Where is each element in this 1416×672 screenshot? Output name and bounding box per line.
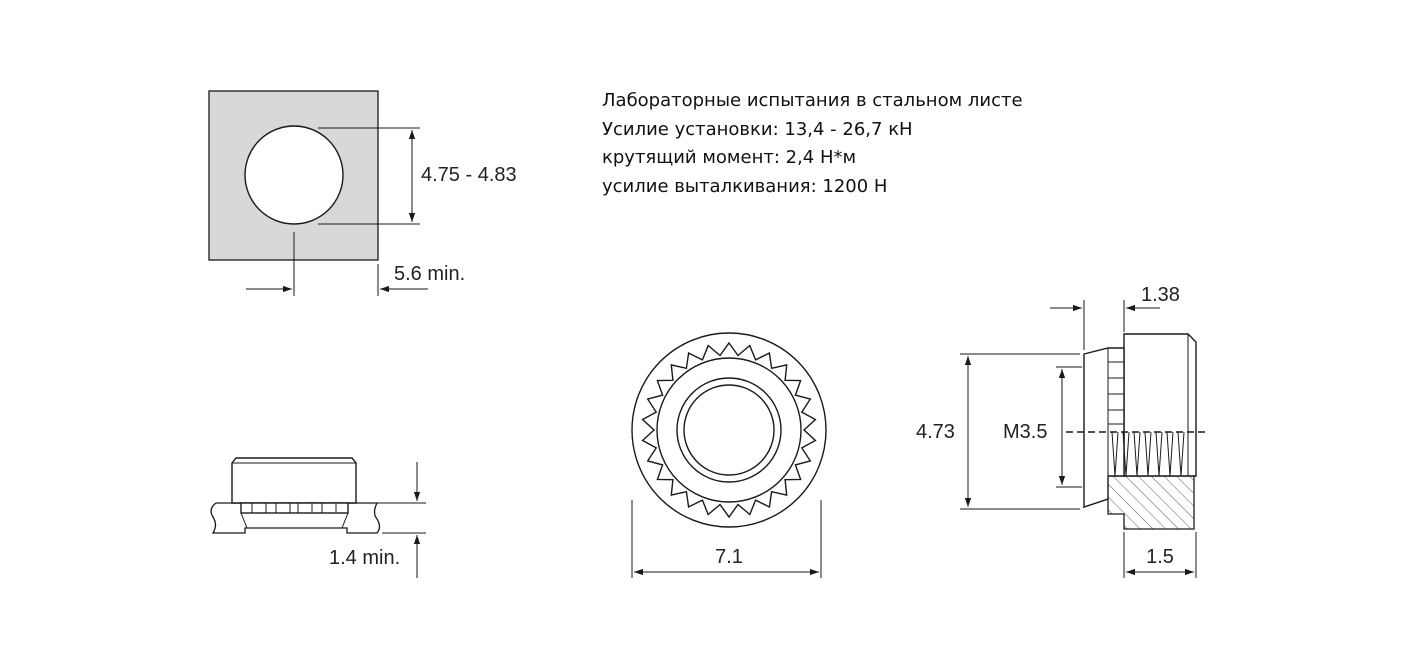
spec-title: Лабораторные испытания в стальном листе <box>602 90 1023 111</box>
fastener-head <box>232 458 356 503</box>
specifications-block <box>602 90 1023 197</box>
outer-diameter-label: 7.1 <box>715 546 743 568</box>
shank-length-label: 1.38 <box>1141 284 1180 306</box>
installed-view <box>211 458 426 578</box>
mounting-hole-view <box>209 91 517 296</box>
height-label: 4.73 <box>916 421 955 443</box>
shank-taper <box>241 513 348 528</box>
side-section-view <box>916 284 1206 578</box>
spec-installation-force: Усилие установки: 13,4 - 26,7 кН <box>602 119 913 140</box>
hole-diameter-label: 4.75 - 4.83 <box>421 164 517 186</box>
knurl-row <box>241 503 348 513</box>
top-view <box>632 333 826 578</box>
mounting-hole <box>245 126 343 224</box>
thread-label: M3.5 <box>1003 421 1048 443</box>
sheet-thickness-label: 1.4 min. <box>329 547 401 569</box>
head-length-label: 1.5 <box>1146 546 1174 568</box>
spec-torque: крутящий момент: 2,4 Н*м <box>602 147 857 168</box>
spec-pushout-force: усилие выталкивания: 1200 Н <box>602 176 888 197</box>
thread-bore <box>684 385 774 475</box>
edge-distance-label: 5.6 min. <box>394 263 466 285</box>
